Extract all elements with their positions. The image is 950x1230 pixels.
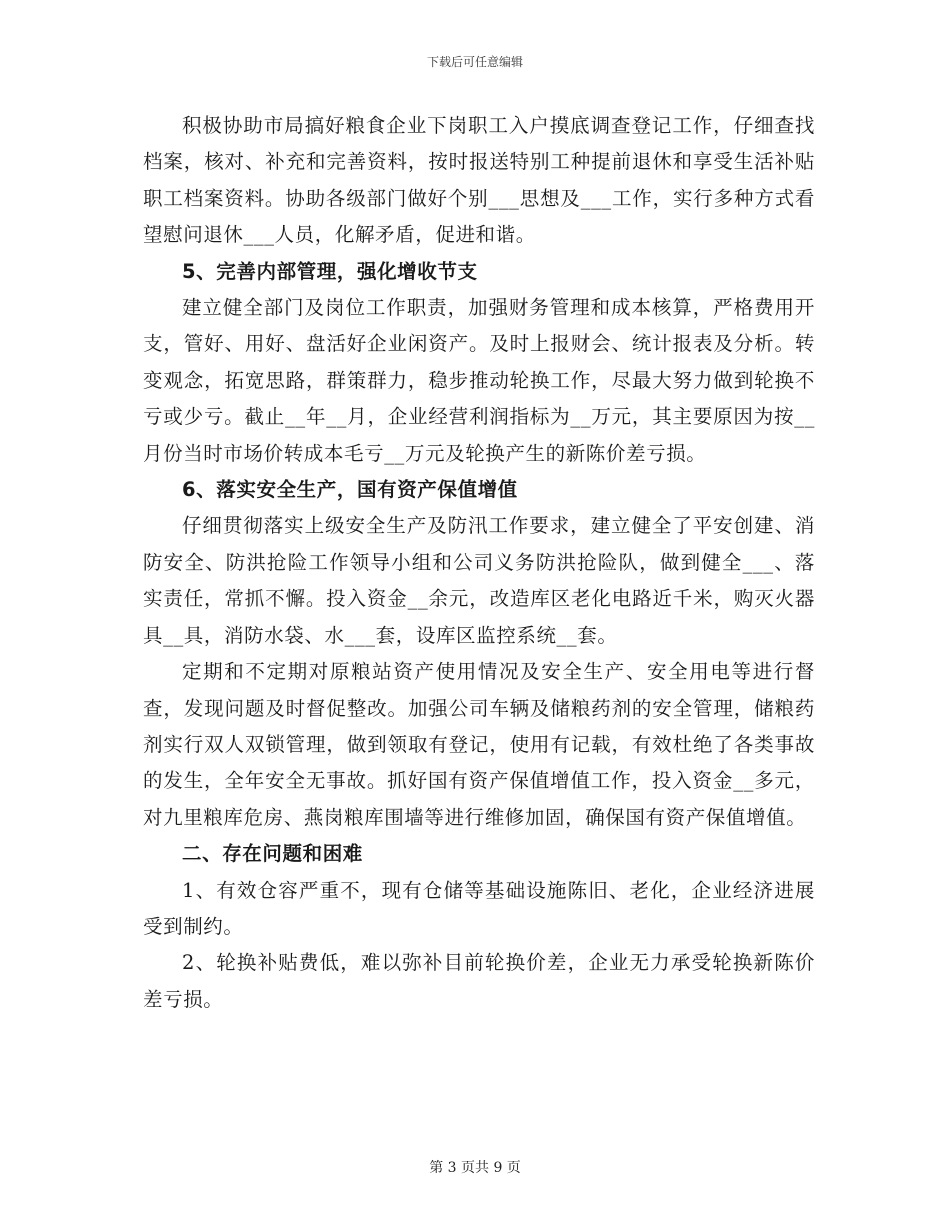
page-header: 下载后可任意编辑 <box>426 55 523 69</box>
paragraph-archives: 积极协助市局搞好粮食企业下岗职工入户摸底调查登记工作，仔细查找档案，核对、补充和完善资料，按时报送特别工种提前退休和享受生活补贴职工档案资料。协助各级部门做好个别___思想及___工作，实行多种方式看望慰问退休___人员，化解矛盾，促进和谐。 <box>143 114 815 247</box>
paragraph-problem-1: 1、有效仓容严重不，现有仓储等基础设施陈旧、老化，企业经济进展受到制约。 <box>143 878 815 938</box>
paragraph-flood-safety: 仔细贯彻落实上级安全生产及防汛工作要求，建立健全了平安创建、消防安全、防洪抢险工作领导小组和公司义务防洪抢险队，做到健全___、落实责任，常抓不懈。投入资金__余元，改造库区老化电路近千米，购灭火器具__具，消防水袋、水___套，设库区监控系统__套。 <box>143 514 815 647</box>
heading-safety-production: 6、落实安全生产，国有资产保值增值 <box>182 478 518 502</box>
document-body <box>143 108 815 1018</box>
paragraph-finance: 建立健全部门及岗位工作职责，加强财务管理和成本核算，严格费用开支，管好、用好、盘活好企业闲资产。及时上报财会、统计报表及分析。转变观念，拓宽思路，群策群力，稳步推动轮换工作，尽最大努力做到轮换不亏或少亏。截止__年__月，企业经营利润指标为__万元，其主要原因为按__月份当时市场价转成本毛亏__万元及轮换产生的新陈价差亏损。 <box>143 296 815 465</box>
paragraph-inspection: 定期和不定期对原粮站资产使用情况及安全生产、安全用电等进行督查，发现问题及时督促整改。加强公司车辆及储粮药剂的安全管理，储粮药剂实行双人双锁管理，做到领取有登记，使用有记载，有效杜绝了各类事故的发生，全年安全无事故。抓好国有资产保值增值工作，投入资金__多元，对九里粮库危房、燕岗粮库围墙等进行维修加固，确保国有资产保值增值。 <box>143 660 815 829</box>
page-footer: 第 3 页共 9 页 <box>429 1160 521 1176</box>
heading-problems: 二、存在问题和困难 <box>182 842 363 866</box>
paragraph-problem-2: 2、轮换补贴费低，难以弥补目前轮换价差，企业无力承受轮换新陈价差亏损。 <box>143 951 815 1011</box>
heading-internal-management: 5、完善内部管理，强化增收节支 <box>182 259 478 283</box>
